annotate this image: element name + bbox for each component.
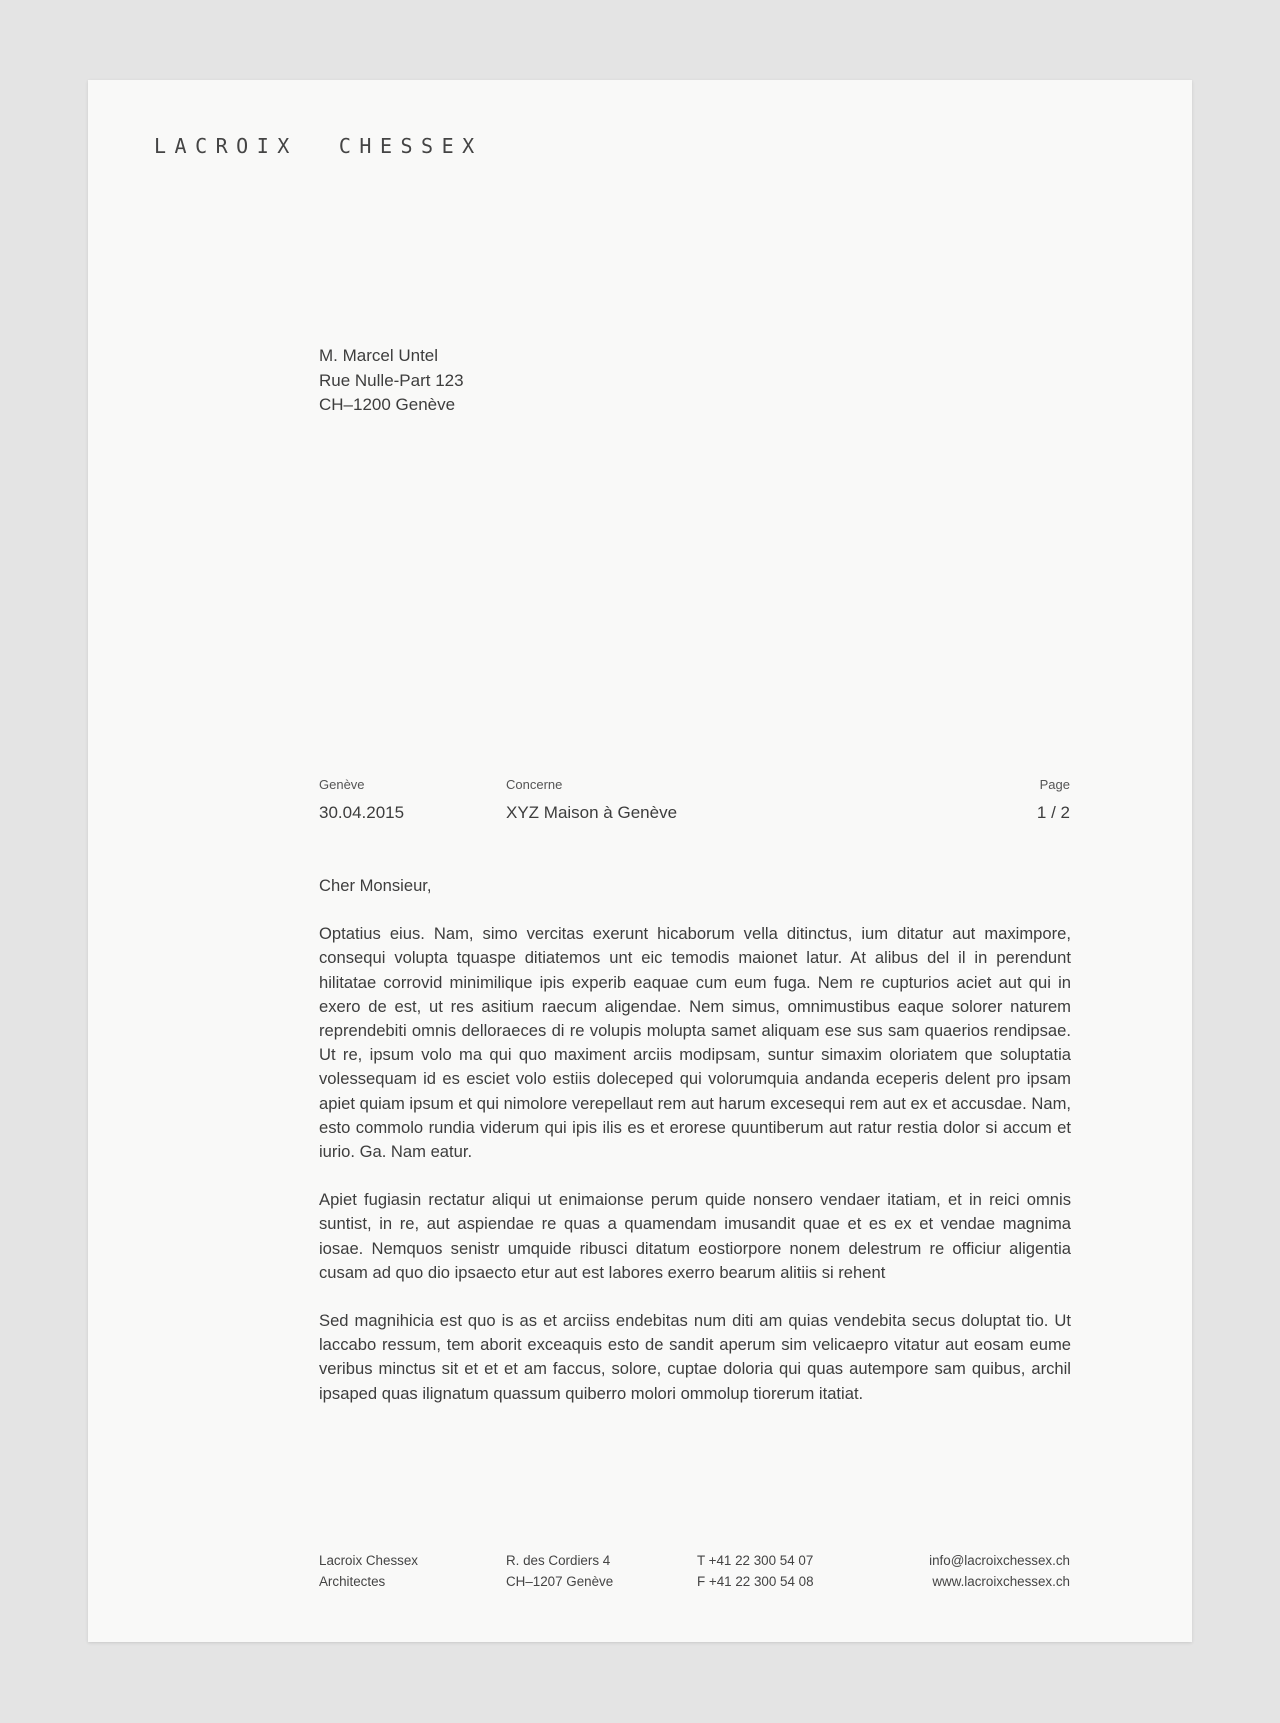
recipient-street: Rue Nulle-Part 123 [319,370,464,390]
meta-place-date [319,776,404,824]
paragraph: Apiet fugiasin rectatur aliqui ut enimaionse perum quide nonsero vendaer itatiam, et in reici omnis suntist, in re, aut aspiendae re quas a quamendam imusandit quae et es ex et vendae magnima iosae. Nemquos senistr umquide ribusci ditatum eostiorpore nonem delestrum re officiur aligentia cusam ad quo dio ipsaecto etur aut est labores exerro bearum alitiis si rehent [319,1190,1071,1282]
footer-email: info@lacroixchessex.ch [929,1553,1070,1568]
footer-phone [697,1550,814,1592]
salutation: Cher Monsieur, [319,876,432,895]
subject-value: XYZ Maison à Genève [506,803,678,822]
letter-body [319,874,1071,1430]
letter-date: 30.04.2015 [319,803,405,822]
subject-label: Concerne [506,777,563,792]
page-label: Page [1039,777,1070,792]
footer-telephone: T +41 22 300 54 07 [697,1553,814,1568]
footer-company-name: Lacroix Chessex [319,1553,418,1568]
paragraph: Sed magnihicia est quo is as et arciiss endebitas num diti am quias vendebita secus doluptat tio. Ut laccabo ressum, tem aborit exceaquis esto de sandit aperum sim velicaepro vitatur aut eosam eume veribus minctus sit et et et am faccus, solore, cuptae doloria qui quas autempore sam quibus, archil ipsaped quas ilignatum quassum quiberro molori ommolup tiorerum itatiat. [319,1311,1071,1403]
meta-subject [506,776,677,824]
paragraph: Optatius eius. Nam, simo vercitas exerunt hicaborum vella ditinctus, ium ditatur aut maximpore, consequi volupta tquaspe ditiatemos unt eic temodis maionet latur. At alibus del il in perendunt hilitatae corrovid minimilique ipis experib eaquae cum eum fuga. Nem re cupturios aciet aut qui in exero de est, ut res asitium raecum aligendae. Nem simus, omnimustibus eaque solorer naturem reprendebiti omnis delloraeces di re volupis molupta samet aliquam ese sus sam quaerios rendipsae. Ut re, ipsum volo ma qui quo maximent arciis modipsam, suntur simaxim oloriatem que soluptatia volessequam id es esciet volo estiis doleceped qui volorumquia andanda eceperis delent pro ipsam apiet quiam ipsum et qui nimolore verepellaut rem aut harum excesequi rem aut ex et accusdae. Nam, esto commolo rundia viderum qui ipis ilis es et erorese quuntiberum aut ratur restia dolor si accum et iurio. Ga. Nam eatur. [319,924,1071,1162]
recipient-address [319,344,464,418]
footer-street: R. des Cordiers 4 [506,1553,611,1568]
footer-address [506,1550,613,1592]
meta-page [1037,776,1070,824]
footer-company [319,1550,418,1592]
recipient-city: CH–1200 Genève [319,395,456,414]
footer-website: www.lacroixchessex.ch [932,1574,1070,1589]
footer-city: CH–1207 Genève [506,1574,614,1589]
footer-contact [929,1550,1070,1592]
letter-sheet [88,80,1192,1642]
place-label: Genève [319,777,365,792]
company-logo: LACROIX CHESSEX [154,134,483,158]
footer-fax: F +41 22 300 54 08 [697,1574,814,1589]
page-number: 1 / 2 [1036,803,1070,822]
recipient-name: M. Marcel Untel [319,346,439,365]
footer-company-type: Architectes [319,1574,386,1589]
